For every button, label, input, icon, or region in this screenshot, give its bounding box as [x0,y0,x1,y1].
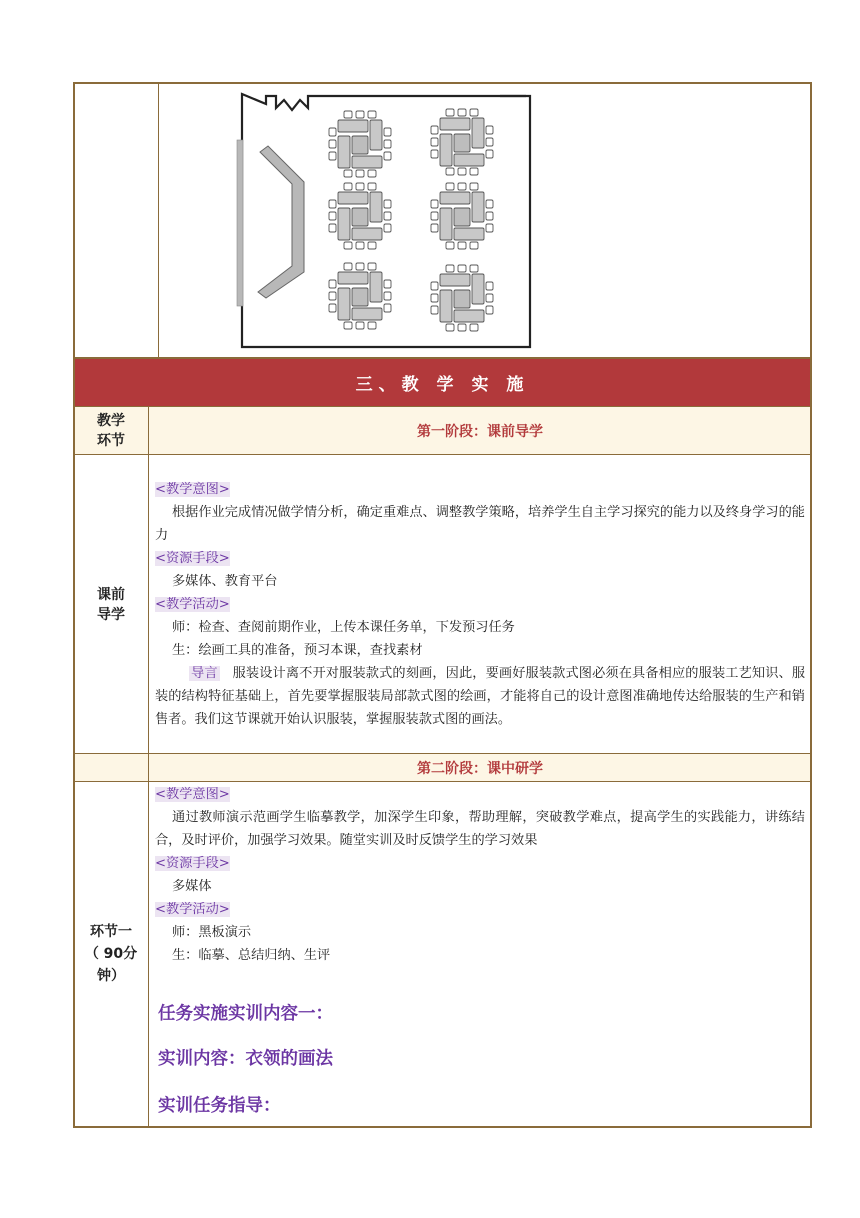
table-cluster [329,183,391,249]
pre-class-label [74,455,148,754]
border-bottom [73,1126,812,1128]
border-left [73,82,75,1127]
border-right [810,82,812,1127]
student-activity: 生：绘画工具的准备，预习本课，查找素材 [172,643,423,658]
border-h-5 [73,781,812,782]
phase2-left-cell [74,754,148,781]
task-line-3: 实训任务指导： [158,1096,281,1116]
task-line-1: 任务实施实训内容一： [158,1004,333,1024]
resource-text: 多媒体、教育平台 [172,574,278,589]
teaching-phase-header [74,407,148,454]
table-cluster [431,265,493,331]
classroom-floorplan-svg [160,84,810,357]
border-inner-top [158,82,159,358]
step1-label-3: 钟） [97,968,125,984]
step1-student: 生：临摹、总结归纳、生评 [172,948,331,963]
task-line-2: 实训内容：衣领的画法 [158,1049,333,1069]
pre-class-content [155,478,805,731]
step1-intent-text: 通过教师演示范画学生临摹教学，加深学生印象，帮助理解，突破教学难点，提高学生的实践能力，讲练结合，及时评价，加强学习效果。随堂实训及时反馈学生的学习效果 [155,810,805,848]
border-h-2 [73,406,812,407]
activity-tag: <教学活动> [155,597,230,612]
step1-teacher: 师：黑板演示 [172,925,252,940]
phase2-title: 第二阶段：课中研学 [149,754,811,781]
step1-intent-tag: <教学意图> [155,787,230,802]
table-cluster [329,263,391,329]
border-h-3 [73,454,812,455]
table-cluster [431,109,493,175]
pre-class-label-1: 课前 [97,586,125,603]
phase1-title: 第一阶段：课前导学 [149,407,811,454]
intro-tag: 导言 [191,666,218,681]
classroom-layout-left-cell [74,83,159,358]
border-inner-main [148,407,149,1127]
intent-text: 根据作业完成情况做学情分析，确定重难点、调整教学策略，培养学生自主学习探究的能力以及终身学习的能力 [155,505,805,543]
border-top [73,82,812,84]
teacher-activity: 师：检查、查阅前期作业，上传本课任务单，下发预习任务 [172,620,515,635]
resource-tag: <资源手段> [155,551,230,566]
step1-label-1: 环节一 [90,924,132,940]
step1-label-2: （ 90分 [84,946,138,962]
step1-resource-tag: <资源手段> [155,856,230,871]
classroom-layout-diagram [160,84,810,357]
pre-class-label-2: 导学 [97,606,125,623]
section-title: 三、教 学 实 施 [74,358,811,407]
step1-label [74,782,148,1126]
border-h-1 [73,357,812,359]
intent-tag: <教学意图> [155,482,230,497]
border-h-4 [73,753,812,754]
table-cluster [431,183,493,249]
header-line-1: 教学 [97,412,125,429]
step1-resource-text: 多媒体 [172,879,212,894]
step1-activity-tag: <教学活动> [155,902,230,917]
step1-content [155,783,805,967]
table-cluster [329,111,391,177]
intro-text: 服装设计离不开对服装款式的刻画，因此，要画好服装款式图必须在具备相应的服装工艺知识、服装的结构特征基础上，首先要掌握服装局部款式图的绘画，才能将自己的设计意图准确地传达给服装的生产和销售者。我们这节课就开始认识服装，掌握服装款式图的画法。 [155,666,806,727]
header-line-2: 环节 [97,432,125,449]
